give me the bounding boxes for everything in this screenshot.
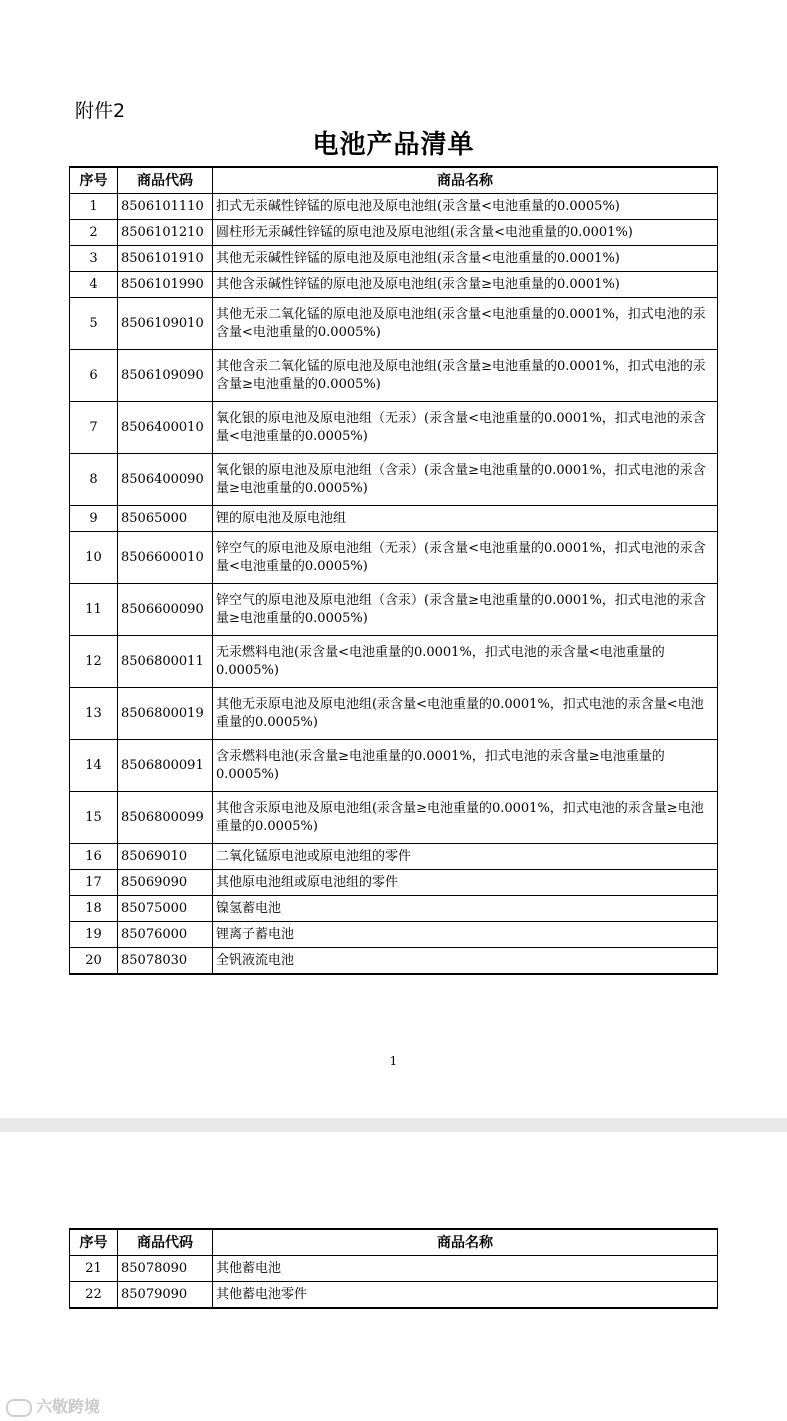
battery-product-table-continued — [69, 1228, 718, 1309]
row-code: 8506800011 — [118, 636, 213, 688]
header-no: 序号 — [70, 167, 118, 194]
table-row — [70, 584, 718, 636]
row-name: 其他无汞二氧化锰的原电池及原电池组(汞含量<电池重量的0.0001%，扣式电池的汞含量<电池重量的0.0005%) — [213, 298, 718, 350]
row-name: 圆柱形无汞碱性锌锰的原电池及原电池组(汞含量<电池重量的0.0001%) — [213, 220, 718, 246]
row-name: 氧化银的原电池及原电池组（无汞）(汞含量<电池重量的0.0001%，扣式电池的汞含量<电池重量的0.0005%) — [213, 402, 718, 454]
row-code: 8506800091 — [118, 740, 213, 792]
row-name: 镍氢蓄电池 — [213, 896, 718, 922]
row-no: 1 — [70, 194, 118, 220]
row-no: 10 — [70, 532, 118, 584]
table-row — [70, 740, 718, 792]
row-name: 其他无汞原电池及原电池组(汞含量<电池重量的0.0001%，扣式电池的汞含量<电池重量的0.0005%) — [213, 688, 718, 740]
row-code: 8506101110 — [118, 194, 213, 220]
row-code: 85078090 — [118, 1256, 213, 1282]
row-no: 5 — [70, 298, 118, 350]
row-no: 22 — [70, 1282, 118, 1309]
table-row — [70, 350, 718, 402]
table-row — [70, 688, 718, 740]
table-row — [70, 922, 718, 948]
row-name: 二氧化锰原电池或原电池组的零件 — [213, 844, 718, 870]
row-code: 8506800019 — [118, 688, 213, 740]
row-name: 全钒液流电池 — [213, 948, 718, 975]
row-name: 无汞燃料电池(汞含量<电池重量的0.0001%，扣式电池的汞含量<电池重量的0.0005%) — [213, 636, 718, 688]
row-code: 85078030 — [118, 948, 213, 975]
row-no: 8 — [70, 454, 118, 506]
row-name: 含汞燃料电池(汞含量≥电池重量的0.0001%，扣式电池的汞含量≥电池重量的0.0005%) — [213, 740, 718, 792]
row-code: 8506109090 — [118, 350, 213, 402]
page-separator — [0, 1118, 787, 1132]
document-page-2 — [0, 1132, 787, 1421]
table-row — [70, 792, 718, 844]
row-no: 15 — [70, 792, 118, 844]
table-row — [70, 402, 718, 454]
row-no: 9 — [70, 506, 118, 532]
row-code: 85075000 — [118, 896, 213, 922]
row-code: 8506800099 — [118, 792, 213, 844]
battery-product-table — [69, 166, 718, 975]
table-row — [70, 870, 718, 896]
table-row — [70, 1282, 718, 1309]
row-code: 85076000 — [118, 922, 213, 948]
row-no: 14 — [70, 740, 118, 792]
table-row — [70, 298, 718, 350]
row-name: 其他含汞原电池及原电池组(汞含量≥电池重量的0.0001%，扣式电池的汞含量≥电池重量的0.0005%) — [213, 792, 718, 844]
row-name: 其他蓄电池零件 — [213, 1282, 718, 1309]
row-code: 8506101910 — [118, 246, 213, 272]
row-no: 3 — [70, 246, 118, 272]
attachment-label: 附件2 — [75, 100, 126, 122]
table-row — [70, 454, 718, 506]
row-name: 其他蓄电池 — [213, 1256, 718, 1282]
row-no: 19 — [70, 922, 118, 948]
table-row — [70, 272, 718, 298]
row-name: 其他无汞碱性锌锰的原电池及原电池组(汞含量<电池重量的0.0001%) — [213, 246, 718, 272]
row-code: 8506109010 — [118, 298, 213, 350]
row-name: 其他含汞碱性锌锰的原电池及原电池组(汞含量≥电池重量的0.0001%) — [213, 272, 718, 298]
row-name: 其他含汞二氧化锰的原电池及原电池组(汞含量≥电池重量的0.0001%，扣式电池的汞含量≥电池重量的0.0005%) — [213, 350, 718, 402]
row-no: 11 — [70, 584, 118, 636]
table-row — [70, 844, 718, 870]
table-row — [70, 506, 718, 532]
row-name: 锌空气的原电池及原电池组（含汞）(汞含量≥电池重量的0.0001%，扣式电池的汞含量≥电池重量的0.0005%) — [213, 584, 718, 636]
row-no: 12 — [70, 636, 118, 688]
header-code: 商品代码 — [118, 1229, 213, 1256]
row-code: 8506600010 — [118, 532, 213, 584]
row-no: 13 — [70, 688, 118, 740]
row-no: 17 — [70, 870, 118, 896]
row-name: 锂离子蓄电池 — [213, 922, 718, 948]
row-no: 21 — [70, 1256, 118, 1282]
row-code: 85079090 — [118, 1282, 213, 1309]
table-row — [70, 1256, 718, 1282]
table-row — [70, 194, 718, 220]
watermark-logo-icon — [6, 1399, 32, 1417]
table-row — [70, 896, 718, 922]
header-code: 商品代码 — [118, 167, 213, 194]
row-no: 2 — [70, 220, 118, 246]
row-code: 85069090 — [118, 870, 213, 896]
header-name: 商品名称 — [213, 167, 718, 194]
row-code: 8506400090 — [118, 454, 213, 506]
table-row — [70, 948, 718, 975]
header-name: 商品名称 — [213, 1229, 718, 1256]
row-name: 扣式无汞碱性锌锰的原电池及原电池组(汞含量<电池重量的0.0005%) — [213, 194, 718, 220]
page-number: 1 — [389, 1054, 398, 1068]
table-row — [70, 220, 718, 246]
row-name: 锌空气的原电池及原电池组（无汞）(汞含量<电池重量的0.0001%，扣式电池的汞含量<电池重量的0.0005%) — [213, 532, 718, 584]
row-no: 4 — [70, 272, 118, 298]
row-name: 锂的原电池及原电池组 — [213, 506, 718, 532]
header-no: 序号 — [70, 1229, 118, 1256]
table-row — [70, 246, 718, 272]
row-no: 16 — [70, 844, 118, 870]
page-title: 电池产品清单 — [312, 130, 475, 160]
row-code: 85065000 — [118, 506, 213, 532]
row-name: 氧化银的原电池及原电池组（含汞）(汞含量≥电池重量的0.0001%，扣式电池的汞含量≥电池重量的0.0005%) — [213, 454, 718, 506]
row-no: 7 — [70, 402, 118, 454]
row-code: 8506101210 — [118, 220, 213, 246]
row-code: 8506600090 — [118, 584, 213, 636]
row-code: 8506101990 — [118, 272, 213, 298]
watermark — [6, 1394, 100, 1417]
row-no: 6 — [70, 350, 118, 402]
watermark-text: 六敬跨境 — [36, 1397, 101, 1416]
table-row — [70, 636, 718, 688]
row-code: 8506400010 — [118, 402, 213, 454]
row-no: 18 — [70, 896, 118, 922]
table-row — [70, 532, 718, 584]
row-no: 20 — [70, 948, 118, 975]
row-name: 其他原电池组或原电池组的零件 — [213, 870, 718, 896]
row-code: 85069010 — [118, 844, 213, 870]
